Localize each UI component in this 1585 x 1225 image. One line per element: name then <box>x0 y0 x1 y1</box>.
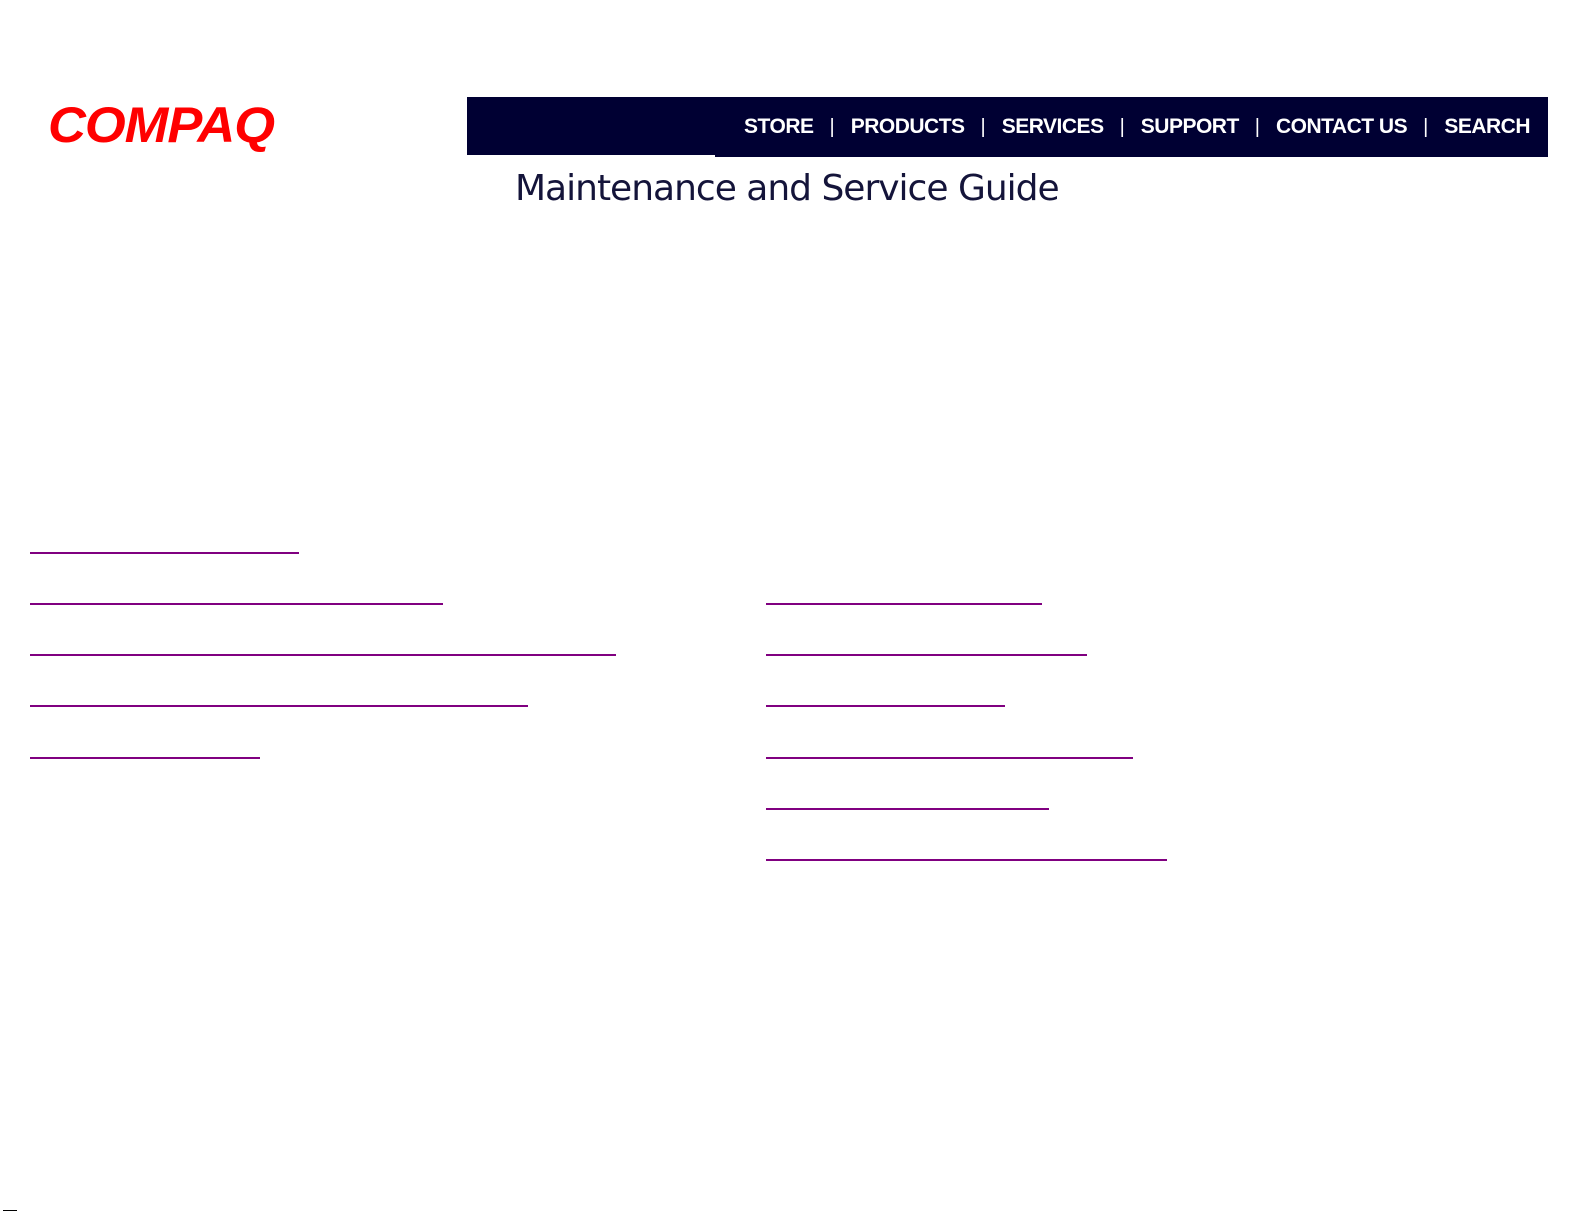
left-link-3[interactable] <box>30 653 616 656</box>
page-title: Maintenance and Service Guide <box>515 168 1059 209</box>
right-link-4[interactable] <box>766 756 1133 759</box>
nav-store-link[interactable]: STORE <box>744 115 814 138</box>
left-link-2[interactable] <box>30 602 443 605</box>
left-link-4[interactable] <box>30 704 528 707</box>
nav-services-link[interactable]: SERVICES <box>1001 115 1104 138</box>
left-link-1[interactable] <box>30 551 299 554</box>
navbar-divider <box>467 155 715 157</box>
nav-separator: | <box>1119 115 1125 138</box>
top-navigation-bar <box>467 97 1548 157</box>
right-link-3[interactable] <box>766 704 1005 707</box>
nav-products-link[interactable]: PRODUCTS <box>850 115 965 138</box>
nav-menu <box>744 97 1530 157</box>
nav-contact-us-link[interactable]: CONTACT US <box>1276 115 1408 138</box>
nav-separator: | <box>829 115 835 138</box>
right-link-1[interactable] <box>766 602 1042 605</box>
nav-separator: | <box>1423 115 1429 138</box>
nav-separator: | <box>980 115 986 138</box>
nav-separator: | <box>1254 115 1260 138</box>
bottom-left-mark <box>3 1210 17 1211</box>
right-link-2[interactable] <box>766 653 1087 656</box>
nav-support-link[interactable]: SUPPORT <box>1140 115 1239 138</box>
compaq-logo[interactable]: COMPAQ <box>48 97 275 153</box>
nav-search-link[interactable]: SEARCH <box>1444 115 1530 138</box>
right-link-5[interactable] <box>766 807 1049 810</box>
left-link-5[interactable] <box>30 756 260 759</box>
right-link-6[interactable] <box>766 858 1167 861</box>
